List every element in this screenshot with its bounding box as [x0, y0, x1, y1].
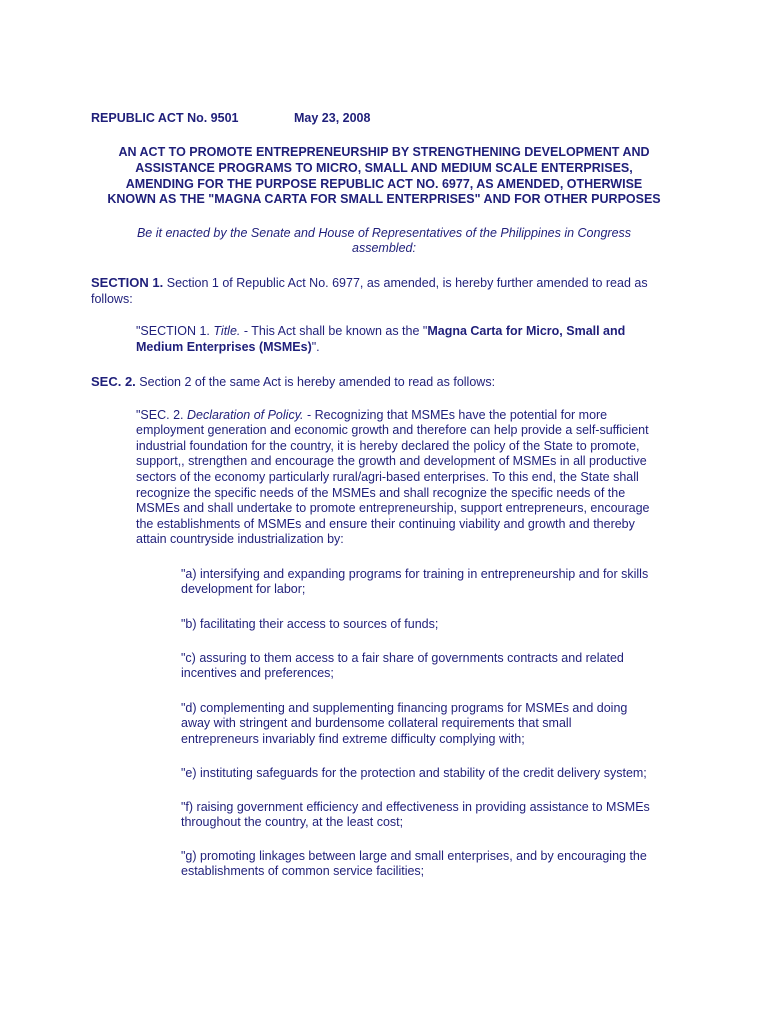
list-item-c: "c) assuring to them access to a fair share of governments contracts and related	[181, 651, 624, 665]
list-item-a-cont: development for labor;	[181, 582, 306, 596]
quote-prefix: "SECTION 1.	[136, 324, 210, 338]
policy-line: attain countryside industrialization by:	[136, 532, 344, 546]
section-2-quote	[136, 407, 607, 423]
list-item-f: "f) raising government efficiency and effectiveness in providing assistance to MSMEs	[181, 800, 650, 814]
section-1-quote	[136, 323, 625, 339]
title-line: KNOWN AS THE "MAGNA CARTA FOR SMALL ENTERPRISES" AND FOR OTHER PURPOSES	[107, 192, 661, 206]
magna-carta-name-cont: Medium Enterprises (MSMEs)	[136, 340, 312, 354]
section-2-text: Section 2 of the same Act is hereby amended to read as follows:	[139, 375, 496, 389]
quote-text: - This Act shall be known as the "	[243, 324, 428, 338]
policy-line: MSMEs and shall undertake to promote entrepreneurship, support entrepreneurs, encourage	[136, 501, 650, 515]
policy-line: support,, strengthen and encourage the growth and development of MSMEs in all productive	[136, 454, 647, 468]
section-1-label: SECTION 1.	[91, 275, 164, 290]
enacting-clause-line: assembled:	[352, 241, 416, 255]
quote-title: Declaration of Policy.	[187, 408, 304, 422]
list-item-a: "a) intersifying and expanding programs for training in entrepreneurship and for skills	[181, 567, 649, 581]
section-2-paragraph	[91, 374, 495, 390]
quote-text: - Recognizing that MSMEs have the potential for more	[306, 408, 608, 422]
title-line: AMENDING FOR THE PURPOSE REPUBLIC ACT NO. 6977, AS AMENDED, OTHERWISE	[125, 177, 643, 191]
enacting-clause-line: Be it enacted by the Senate and House of Representatives of the Philippines in Congress	[136, 226, 632, 240]
list-item-f-cont: throughout the country, at the least cost;	[181, 815, 404, 829]
list-item-e: "e) instituting safeguards for the protection and stability of the credit delivery system;	[181, 766, 647, 780]
title-line: AN ACT TO PROMOTE ENTREPRENEURSHIP BY STRENGTHENING DEVELOPMENT AND	[118, 145, 650, 159]
policy-line: the establishments of MSMEs and ensure their continuing viability and growth and thereby	[136, 517, 635, 531]
section-1-text: Section 1 of Republic Act No. 6977, as amended, is hereby further amended to read as	[166, 276, 648, 290]
quote-prefix: "SEC. 2.	[136, 408, 184, 422]
section-2-label: SEC. 2.	[91, 374, 136, 389]
policy-line: recognize the specific needs of the MSMEs and shall recognize the specific needs of the	[136, 486, 626, 500]
title-line: ASSISTANCE PROGRAMS TO MICRO, SMALL AND MEDIUM SCALE ENTERPRISES,	[135, 161, 633, 175]
list-item-d-cont: entrepreneurs invariably find extreme difficulty complying with;	[181, 732, 525, 746]
policy-line: employment generation and economic growth and therefore can help provide a self-sufficient	[136, 423, 649, 437]
list-item-g: "g) promoting linkages between large and small enterprises, and by encouraging the	[181, 849, 647, 863]
policy-line: industrial foundation for the country, it is hereby declared the policy of the State to promote,	[136, 439, 640, 453]
section-1-text-cont: follows:	[91, 292, 133, 306]
list-item-d-cont: away with stringent and burdensome collateral requirements that small	[181, 716, 572, 730]
list-item-b: "b) facilitating their access to sources of funds;	[181, 617, 439, 631]
quote-end: ".	[311, 340, 320, 354]
magna-carta-name: Magna Carta for Micro, Small and	[427, 324, 626, 338]
act-number: REPUBLIC ACT No. 9501	[91, 111, 239, 125]
section-1-paragraph	[91, 275, 648, 291]
list-item-d: "d) complementing and supplementing financing programs for MSMEs and doing	[181, 701, 628, 715]
act-date: May 23, 2008	[294, 111, 371, 125]
policy-line: sectors of the economy particularly rural/agri-based enterprises. To this end, the State shall	[136, 470, 639, 484]
list-item-c-cont: incentives and preferences;	[181, 666, 334, 680]
section-1-quote-cont	[136, 339, 320, 355]
quote-title: Title.	[213, 324, 241, 338]
list-item-g-cont: establishments of common service facilities;	[181, 864, 425, 878]
